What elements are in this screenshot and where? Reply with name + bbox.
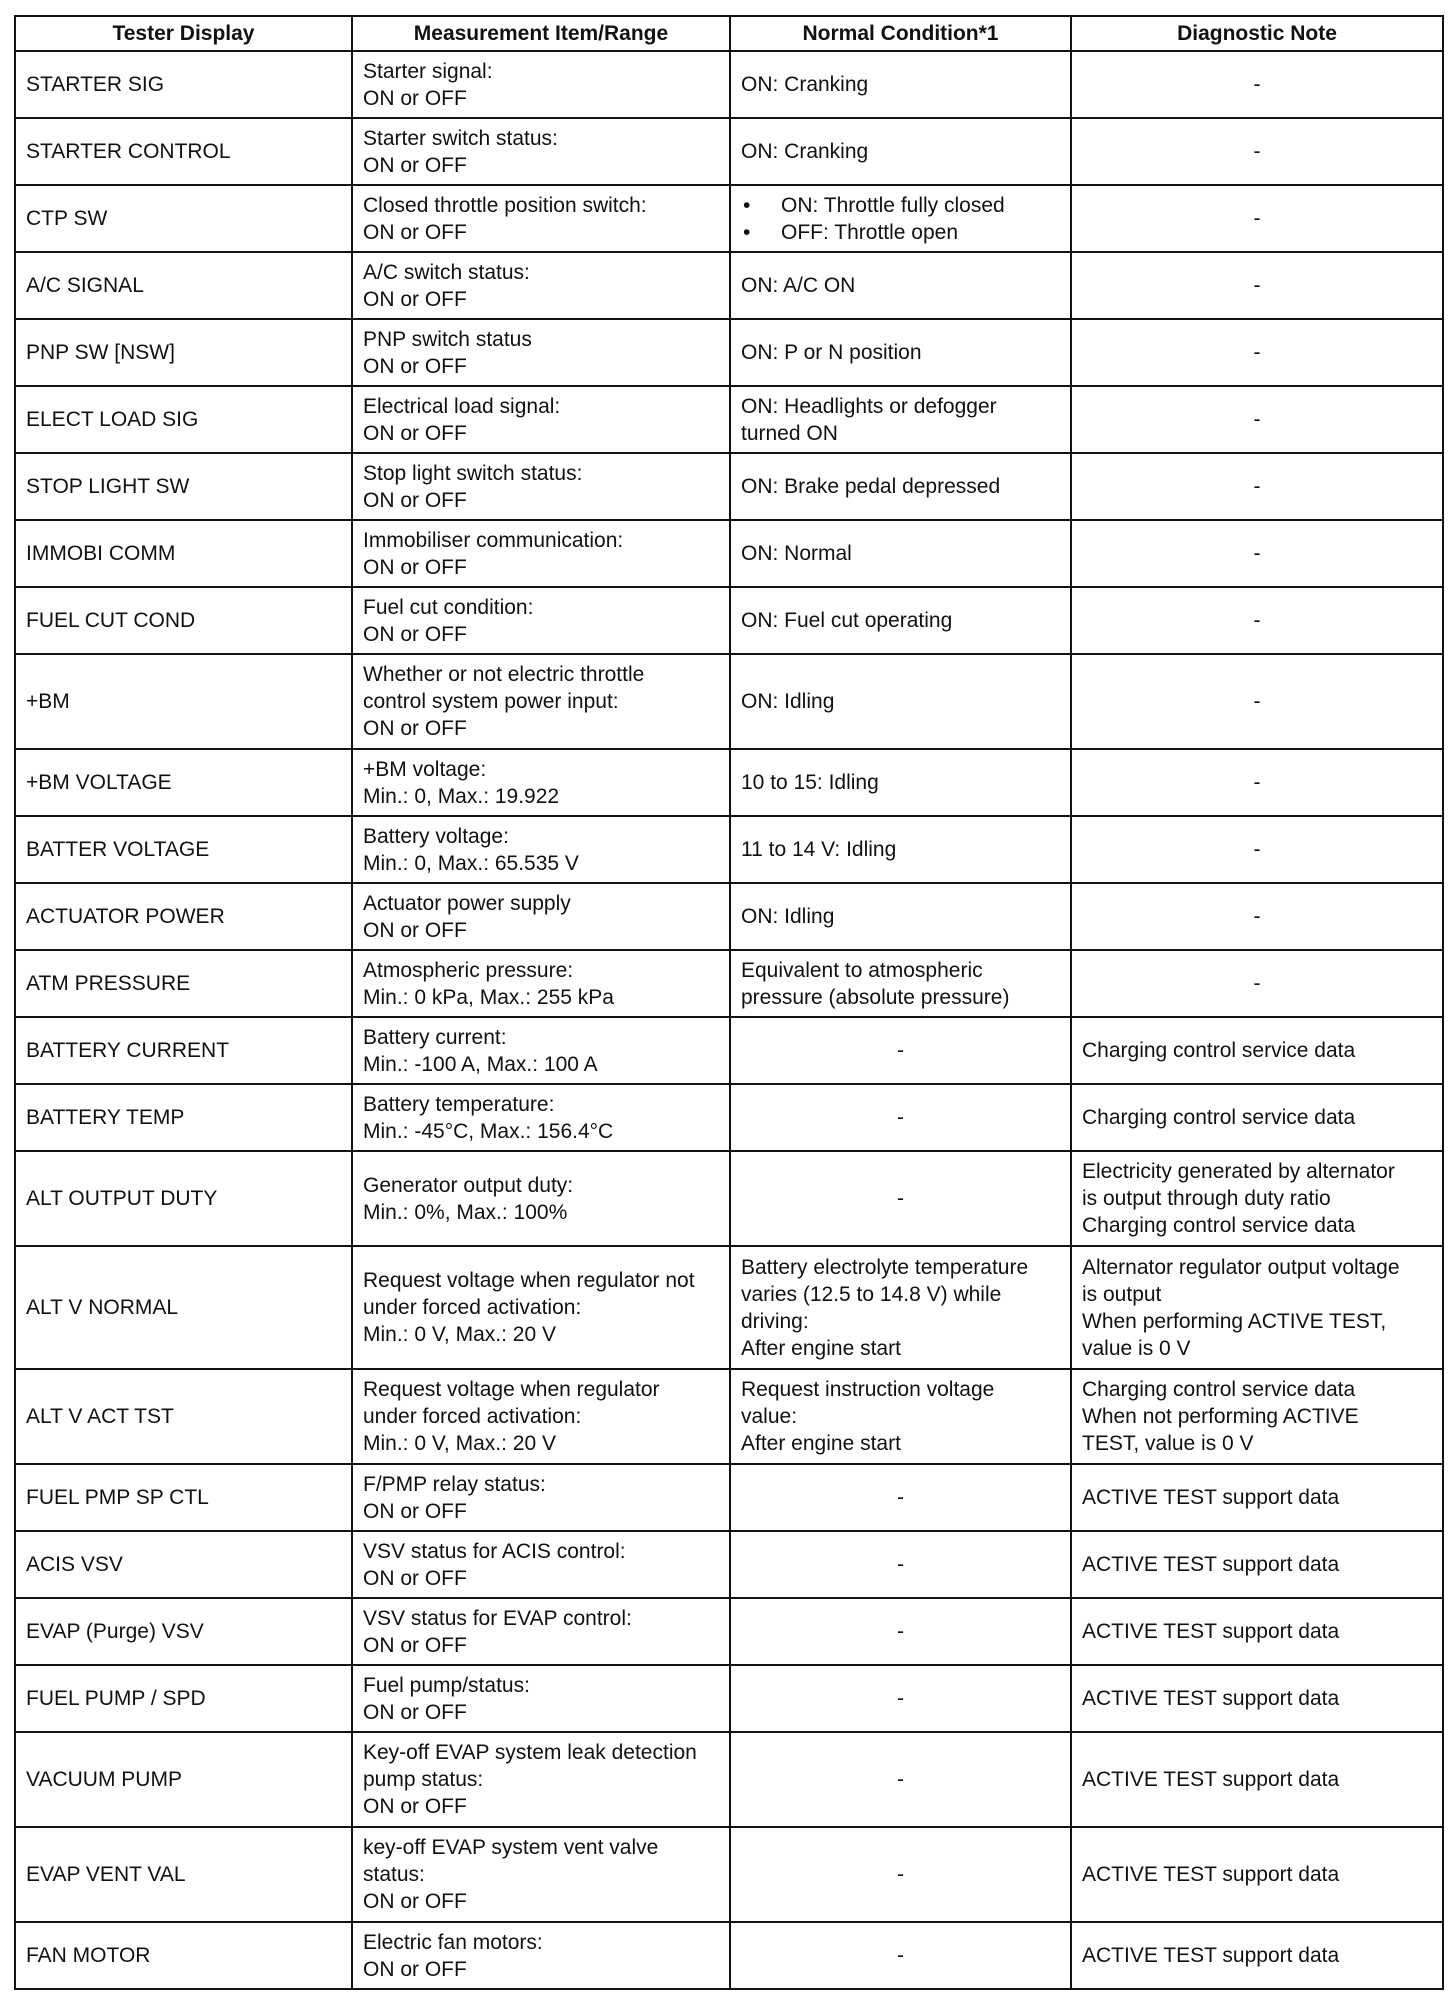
cell-diagnostic-note — [1071, 1827, 1443, 1922]
cell-line: When not performing ACTIVE — [1082, 1405, 1359, 1428]
cell-line: driving: — [741, 1309, 809, 1333]
cell-line: ACTIVE TEST support data — [1082, 1553, 1340, 1576]
document-page — [14, 15, 1442, 1990]
table-row — [15, 252, 1443, 319]
cell-line: VSV status for ACIS control: — [363, 1539, 626, 1563]
cell-line: F/PMP relay status: — [363, 1472, 546, 1496]
cell-normal-condition — [730, 587, 1071, 654]
cell-line: ON: Cranking — [741, 140, 869, 163]
table-row — [15, 1246, 1443, 1369]
cell-diagnostic-note — [1071, 1922, 1443, 1989]
cell-line: ON: A/C ON — [741, 274, 856, 297]
cell-line: - — [1253, 771, 1261, 794]
cell-tester-display: ELECT LOAD SIG — [15, 386, 352, 453]
cell-measurement — [352, 453, 730, 520]
cell-measurement — [352, 1665, 730, 1732]
table-row — [15, 1017, 1443, 1084]
table-row — [15, 1922, 1443, 1989]
cell-line: ON or OFF — [363, 220, 467, 244]
cell-measurement — [352, 520, 730, 587]
cell-tester-display: VACUUM PUMP — [15, 1732, 352, 1827]
table-row — [15, 185, 1443, 252]
cell-diagnostic-note — [1071, 185, 1443, 252]
cell-normal-condition — [730, 51, 1071, 118]
cell-normal-condition — [730, 1084, 1071, 1151]
cell-line: ON or OFF — [363, 1566, 467, 1590]
cell-line: - — [1253, 905, 1261, 928]
cell-diagnostic-note — [1071, 51, 1443, 118]
cell-line: - — [897, 1687, 904, 1710]
cell-line: VSV status for EVAP control: — [363, 1606, 632, 1630]
cell-diagnostic-note — [1071, 950, 1443, 1017]
cell-line: Min.: 0 V, Max.: 20 V — [363, 1323, 556, 1346]
cell-line: ACTIVE TEST support data — [1082, 1768, 1340, 1791]
cell-normal-condition — [730, 1665, 1071, 1732]
cell-measurement — [352, 1151, 730, 1246]
cell-diagnostic-note — [1071, 1598, 1443, 1665]
cell-line: ON: Headlights or defogger — [741, 394, 997, 418]
cell-diagnostic-note — [1071, 816, 1443, 883]
cell-normal-condition — [730, 1246, 1071, 1369]
cell-line: ON: Idling — [741, 690, 835, 713]
cell-line: Starter switch status: — [363, 126, 558, 150]
cell-line: - — [1253, 274, 1261, 297]
table-row — [15, 1369, 1443, 1464]
cell-measurement — [352, 1084, 730, 1151]
cell-line: After engine start — [741, 1432, 901, 1455]
cell-line: - — [1253, 690, 1261, 713]
cell-line: status: — [363, 1863, 425, 1886]
cell-line: Min.: 0%, Max.: 100% — [363, 1200, 568, 1224]
cell-line: ON: Cranking — [741, 73, 869, 96]
cell-line: Stop light switch status: — [363, 461, 583, 485]
cell-line: turned ON — [741, 421, 838, 445]
cell-normal-condition — [730, 185, 1071, 252]
cell-diagnostic-note — [1071, 252, 1443, 319]
cell-line: - — [897, 1944, 904, 1967]
cell-diagnostic-note — [1071, 1464, 1443, 1531]
cell-tester-display: A/C SIGNAL — [15, 252, 352, 319]
cell-normal-condition — [730, 1017, 1071, 1084]
table-row — [15, 1665, 1443, 1732]
cell-tester-display: EVAP VENT VAL — [15, 1827, 352, 1922]
cell-normal-condition — [730, 816, 1071, 883]
cell-diagnostic-note — [1071, 883, 1443, 950]
table-row — [15, 118, 1443, 185]
cell-line: Min.: -45°C, Max.: 156.4°C — [363, 1119, 614, 1143]
cell-line: is output through duty ratio — [1082, 1187, 1331, 1210]
cell-line: Min.: 0, Max.: 65.535 V — [363, 851, 579, 875]
cell-line: TEST, value is 0 V — [1082, 1432, 1254, 1455]
cell-line: - — [897, 1768, 904, 1791]
cell-normal-condition — [730, 252, 1071, 319]
cell-line: - — [897, 1106, 904, 1129]
cell-line: - — [1253, 475, 1261, 498]
cell-normal-condition — [730, 453, 1071, 520]
cell-line: ACTIVE TEST support data — [1082, 1944, 1340, 1967]
cell-line: Generator output duty: — [363, 1173, 574, 1197]
cell-line: ON: Brake pedal depressed — [741, 475, 1001, 498]
cell-line: ON or OFF — [363, 1499, 467, 1523]
cell-line: Charging control service data — [1082, 1214, 1356, 1237]
cell-tester-display: STOP LIGHT SW — [15, 453, 352, 520]
cell-line: 11 to 14 V: Idling — [741, 838, 897, 861]
cell-tester-display: BATTERY TEMP — [15, 1084, 352, 1151]
cell-normal-condition — [730, 520, 1071, 587]
table-row — [15, 1598, 1443, 1665]
cell-line: pressure (absolute pressure) — [741, 985, 1010, 1009]
cell-line: Fuel cut condition: — [363, 595, 534, 619]
cell-line: - — [1253, 73, 1261, 96]
cell-line: Atmospheric pressure: — [363, 958, 574, 982]
cell-line: Charging control service data — [1082, 1106, 1356, 1129]
cell-diagnostic-note — [1071, 453, 1443, 520]
cell-line: ON or OFF — [363, 354, 467, 378]
header-measurement-item: Measurement Item/Range — [352, 16, 730, 51]
cell-line: When performing ACTIVE TEST, — [1082, 1309, 1387, 1333]
bullet-list — [741, 192, 1060, 246]
table-row — [15, 1531, 1443, 1598]
cell-tester-display: STARTER CONTROL — [15, 118, 352, 185]
cell-tester-display: STARTER SIG — [15, 51, 352, 118]
cell-diagnostic-note — [1071, 520, 1443, 587]
table-row — [15, 1732, 1443, 1827]
cell-line: Min.: 0 V, Max.: 20 V — [363, 1432, 556, 1455]
table-header — [15, 16, 1443, 51]
cell-line: under forced activation: — [363, 1296, 582, 1319]
cell-line: key-off EVAP system vent valve — [363, 1836, 659, 1859]
cell-line: pump status: — [363, 1768, 484, 1791]
cell-line: ON or OFF — [363, 555, 467, 579]
cell-line: - — [1253, 408, 1261, 431]
cell-line: Request voltage when regulator not — [363, 1269, 695, 1292]
cell-line: - — [897, 1039, 904, 1062]
bullet-item: • OFF: Throttle open — [741, 219, 1060, 246]
cell-normal-condition — [730, 950, 1071, 1017]
cell-line: - — [1253, 972, 1261, 995]
cell-tester-display: CTP SW — [15, 185, 352, 252]
cell-tester-display: EVAP (Purge) VSV — [15, 1598, 352, 1665]
cell-line: under forced activation: — [363, 1405, 582, 1428]
cell-line: - — [1253, 542, 1261, 565]
cell-measurement — [352, 1827, 730, 1922]
cell-line: Min.: 0 kPa, Max.: 255 kPa — [363, 985, 614, 1009]
cell-line: Charging control service data — [1082, 1039, 1356, 1062]
cell-tester-display: PNP SW [NSW] — [15, 319, 352, 386]
cell-measurement — [352, 816, 730, 883]
cell-diagnostic-note — [1071, 1084, 1443, 1151]
cell-line: - — [897, 1620, 904, 1643]
cell-line: Battery temperature: — [363, 1092, 555, 1116]
data-list-table — [14, 15, 1444, 1990]
table-row — [15, 453, 1443, 520]
cell-line: ON or OFF — [363, 1795, 467, 1818]
cell-line: - — [897, 1863, 904, 1886]
header-normal-condition: Normal Condition*1 — [730, 16, 1071, 51]
table-body — [15, 51, 1443, 1989]
cell-normal-condition — [730, 1151, 1071, 1246]
cell-line: ON or OFF — [363, 488, 467, 512]
cell-diagnostic-note — [1071, 1732, 1443, 1827]
cell-line: Immobiliser communication: — [363, 528, 624, 552]
table-row — [15, 816, 1443, 883]
cell-line: Electric fan motors: — [363, 1930, 543, 1954]
table-row — [15, 1151, 1443, 1246]
cell-normal-condition — [730, 1598, 1071, 1665]
cell-tester-display: ALT V ACT TST — [15, 1369, 352, 1464]
cell-line: Closed throttle position switch: — [363, 193, 647, 217]
cell-diagnostic-note — [1071, 1369, 1443, 1464]
cell-diagnostic-note — [1071, 1665, 1443, 1732]
cell-measurement — [352, 1369, 730, 1464]
cell-line: - — [1253, 609, 1261, 632]
cell-diagnostic-note — [1071, 749, 1443, 816]
cell-normal-condition — [730, 386, 1071, 453]
table-row — [15, 1464, 1443, 1531]
cell-line: - — [897, 1553, 904, 1576]
cell-line: ON: Fuel cut operating — [741, 609, 953, 632]
cell-normal-condition — [730, 1922, 1071, 1989]
cell-line: Electrical load signal: — [363, 394, 561, 418]
cell-measurement — [352, 1598, 730, 1665]
cell-diagnostic-note — [1071, 1017, 1443, 1084]
table-row — [15, 587, 1443, 654]
cell-tester-display: BATTER VOLTAGE — [15, 816, 352, 883]
cell-line: ON or OFF — [363, 1633, 467, 1657]
table-row — [15, 386, 1443, 453]
cell-line: Whether or not electric throttle — [363, 663, 645, 686]
cell-measurement — [352, 950, 730, 1017]
cell-diagnostic-note — [1071, 386, 1443, 453]
table-row — [15, 1827, 1443, 1922]
cell-line: Battery voltage: — [363, 824, 509, 848]
cell-tester-display: IMMOBI COMM — [15, 520, 352, 587]
cell-line: value: — [741, 1405, 798, 1428]
cell-tester-display: FUEL CUT COND — [15, 587, 352, 654]
cell-line: After engine start — [741, 1336, 901, 1360]
cell-line: Starter signal: — [363, 59, 493, 83]
cell-line: ACTIVE TEST support data — [1082, 1687, 1340, 1710]
cell-line: - — [897, 1486, 904, 1509]
bullet-item: • ON: Throttle fully closed — [741, 192, 1060, 219]
cell-measurement — [352, 386, 730, 453]
cell-measurement — [352, 1017, 730, 1084]
table-row — [15, 319, 1443, 386]
cell-measurement — [352, 883, 730, 950]
cell-line: Battery current: — [363, 1025, 507, 1049]
cell-line: ON: Normal — [741, 542, 852, 565]
cell-line: ON or OFF — [363, 1700, 467, 1724]
cell-line: Request voltage when regulator — [363, 1378, 660, 1401]
cell-measurement — [352, 319, 730, 386]
cell-line: Fuel pump/status: — [363, 1673, 530, 1697]
cell-line: ON or OFF — [363, 1890, 467, 1913]
cell-diagnostic-note — [1071, 654, 1443, 749]
cell-measurement — [352, 1922, 730, 1989]
cell-normal-condition — [730, 1464, 1071, 1531]
cell-tester-display: BATTERY CURRENT — [15, 1017, 352, 1084]
cell-diagnostic-note — [1071, 1246, 1443, 1369]
cell-diagnostic-note — [1071, 1151, 1443, 1246]
table-row — [15, 520, 1443, 587]
cell-line: ACTIVE TEST support data — [1082, 1486, 1340, 1509]
cell-line: is output — [1082, 1282, 1162, 1306]
cell-measurement — [352, 51, 730, 118]
cell-line: Actuator power supply — [363, 891, 571, 915]
cell-line: PNP switch status — [363, 327, 532, 351]
cell-line: - — [1253, 207, 1261, 230]
table-row — [15, 749, 1443, 816]
cell-line: ON or OFF — [363, 421, 467, 445]
cell-line: - — [897, 1187, 904, 1210]
cell-normal-condition — [730, 1732, 1071, 1827]
cell-measurement — [352, 1464, 730, 1531]
cell-line: ON or OFF — [363, 1957, 467, 1981]
cell-line: Request instruction voltage — [741, 1378, 995, 1401]
cell-line: ACTIVE TEST support data — [1082, 1863, 1340, 1886]
cell-normal-condition — [730, 1531, 1071, 1598]
cell-line: - — [1253, 341, 1261, 364]
table-row — [15, 1084, 1443, 1151]
cell-tester-display: ACTUATOR POWER — [15, 883, 352, 950]
cell-tester-display: +BM VOLTAGE — [15, 749, 352, 816]
cell-line: varies (12.5 to 14.8 V) while — [741, 1282, 1002, 1306]
header-row — [15, 16, 1443, 51]
cell-measurement — [352, 1531, 730, 1598]
cell-line: control system power input: — [363, 690, 619, 713]
cell-diagnostic-note — [1071, 587, 1443, 654]
cell-normal-condition — [730, 319, 1071, 386]
cell-measurement — [352, 587, 730, 654]
cell-measurement — [352, 1732, 730, 1827]
cell-measurement — [352, 185, 730, 252]
cell-measurement — [352, 118, 730, 185]
cell-line: 10 to 15: Idling — [741, 771, 879, 794]
table-row — [15, 883, 1443, 950]
cell-measurement — [352, 654, 730, 749]
cell-normal-condition — [730, 1827, 1071, 1922]
cell-line: ACTIVE TEST support data — [1082, 1620, 1340, 1643]
cell-line: Key-off EVAP system leak detection — [363, 1741, 697, 1764]
cell-line: ON: P or N position — [741, 341, 922, 364]
cell-normal-condition — [730, 883, 1071, 950]
cell-line: ON or OFF — [363, 86, 467, 110]
cell-line: A/C switch status: — [363, 260, 530, 284]
header-diagnostic-note: Diagnostic Note — [1071, 16, 1443, 51]
cell-tester-display: ACIS VSV — [15, 1531, 352, 1598]
cell-line: ON or OFF — [363, 918, 467, 942]
cell-normal-condition — [730, 1369, 1071, 1464]
cell-tester-display: ALT V NORMAL — [15, 1246, 352, 1369]
cell-line: +BM voltage: — [363, 757, 487, 781]
cell-line: ON: Idling — [741, 905, 835, 928]
cell-normal-condition — [730, 749, 1071, 816]
cell-line: - — [1253, 838, 1261, 861]
cell-line: Alternator regulator output voltage — [1082, 1255, 1400, 1279]
cell-line: ON or OFF — [363, 153, 467, 177]
cell-measurement — [352, 252, 730, 319]
cell-line: Electricity generated by alternator — [1082, 1160, 1395, 1183]
table-row — [15, 51, 1443, 118]
cell-line: Battery electrolyte temperature — [741, 1255, 1029, 1279]
cell-diagnostic-note — [1071, 118, 1443, 185]
header-tester-display: Tester Display — [15, 16, 352, 51]
cell-line: Equivalent to atmospheric — [741, 958, 983, 982]
cell-tester-display: ALT OUTPUT DUTY — [15, 1151, 352, 1246]
cell-tester-display: FAN MOTOR — [15, 1922, 352, 1989]
table-row — [15, 654, 1443, 749]
cell-line: ON or OFF — [363, 717, 467, 740]
cell-line: Min.: -100 A, Max.: 100 A — [363, 1052, 598, 1076]
cell-tester-display: FUEL PUMP / SPD — [15, 1665, 352, 1732]
cell-line: value is 0 V — [1082, 1336, 1191, 1360]
table-row — [15, 950, 1443, 1017]
cell-diagnostic-note — [1071, 1531, 1443, 1598]
cell-measurement — [352, 1246, 730, 1369]
cell-line: ON or OFF — [363, 287, 467, 311]
cell-tester-display: +BM — [15, 654, 352, 749]
cell-tester-display: ATM PRESSURE — [15, 950, 352, 1017]
cell-normal-condition — [730, 654, 1071, 749]
cell-tester-display: FUEL PMP SP CTL — [15, 1464, 352, 1531]
cell-line: - — [1253, 140, 1261, 163]
cell-normal-condition — [730, 118, 1071, 185]
cell-line: Min.: 0, Max.: 19.922 — [363, 784, 560, 808]
cell-measurement — [352, 749, 730, 816]
cell-diagnostic-note — [1071, 319, 1443, 386]
cell-line: ON or OFF — [363, 622, 467, 646]
cell-line: Charging control service data — [1082, 1378, 1356, 1401]
